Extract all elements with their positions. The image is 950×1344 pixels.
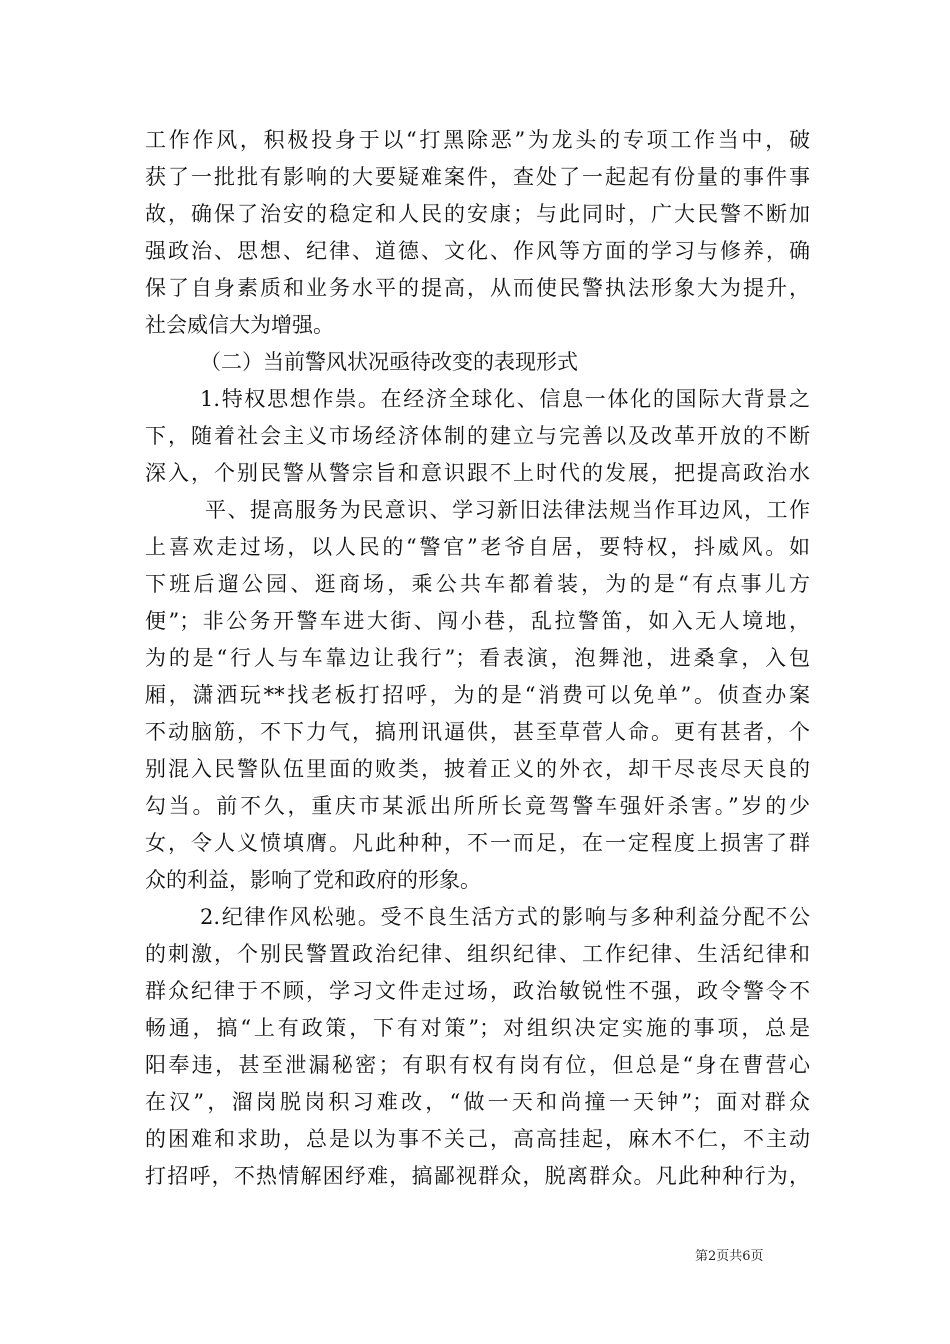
text-line: 女，令人义愤填膺。凡此种种，不一而足，在一定程度上损害了群 (145, 831, 810, 855)
text-line: 阳奉违，甚至泄漏秘密；有职有权有岗有位，但总是“身在曹营心 (145, 1053, 810, 1077)
text-line: 平、提高服务为民意识、学习新旧法律法规当作耳边风，工作 (205, 498, 810, 522)
text-line: 的困难和求助，总是以为事不关己，高高挂起，麻木不仁，不主动 (145, 1127, 810, 1151)
text-line: 强政治、思想、纪律、道德、文化、作风等方面的学习与修养，确 (145, 239, 810, 263)
text-line: 的刺激，个别民警置政治纪律、组织纪律、工作纪律、生活纪律和 (145, 942, 810, 966)
text-line: 便”；非公务开警车进大街、闯小巷，乱拉警笛，如入无人境地， (145, 609, 810, 633)
text-line: 众的利益，影响了党和政府的形象。 (145, 868, 481, 892)
text-line: 畅通，搞“上有政策，下有对策”；对组织决定实施的事项，总是 (145, 1016, 810, 1040)
document-body (145, 122, 810, 1195)
page-number-footer: 第2页共6页 (695, 1249, 764, 1264)
text-line: 厢，潇洒玩**找老板打招呼，为的是“消费可以免单”。侦查办案 (145, 683, 810, 707)
text-line: 故，确保了治安的稳定和人民的安康；与此同时，广大民警不断加 (145, 202, 810, 226)
text-line: 打招呼，不热情解困纾难，搞鄙视群众，脱离群众。凡此种种行为， (145, 1164, 810, 1188)
text-line: 深入，个别民警从警宗旨和意识跟不上时代的发展，把提高政治水 (145, 461, 810, 485)
text-line: 下，随着社会主义市场经济体制的建立与完善以及改革开放的不断 (145, 424, 810, 448)
text-line: 别混入民警队伍里面的败类，披着正义的外衣，却干尽丧尽天良的 (145, 757, 810, 781)
text-line: 为的是“行人与车靠边让我行”；看表演，泡舞池，进桑拿，入包 (145, 646, 810, 670)
text-line: 社会威信大为增强。 (145, 313, 334, 337)
text-line: 工作作风，积极投身于以“打黑除恶”为龙头的专项工作当中，破 (145, 128, 810, 152)
text-line: 2.纪律作风松驰。受不良生活方式的影响与多种利益分配不公 (200, 905, 810, 929)
text-line: 保了自身素质和业务水平的提高，从而使民警执法形象大为提升， (145, 276, 810, 300)
text-line: 不动脑筋，不下力气，搞刑讯逼供，甚至草菅人命。更有甚者，个 (145, 720, 810, 744)
section-heading: （二）当前警风状况亟待改变的表现形式 (200, 350, 578, 374)
text-line: 勾当。前不久，重庆市某派出所所长竟驾警车强奸杀害。”岁的少 (145, 794, 810, 818)
text-line: 在汉”，溜岗脱岗积习难改，“做一天和尚撞一天钟”；面对群众 (145, 1090, 810, 1114)
text-line: 下班后遛公园、逛商场，乘公共车都着装，为的是“有点事儿方 (145, 572, 810, 596)
text-line: 1.特权思想作祟。在经济全球化、信息一体化的国际大背景之 (200, 387, 810, 411)
text-line: 群众纪律于不顾，学习文件走过场，政治敏锐性不强，政令警令不 (145, 979, 810, 1003)
text-line: 获了一批批有影响的大要疑难案件，查处了一起起有份量的事件事 (145, 165, 810, 189)
text-line: 上喜欢走过场，以人民的“警官”老爷自居，要特权，抖威风。如 (145, 535, 810, 559)
